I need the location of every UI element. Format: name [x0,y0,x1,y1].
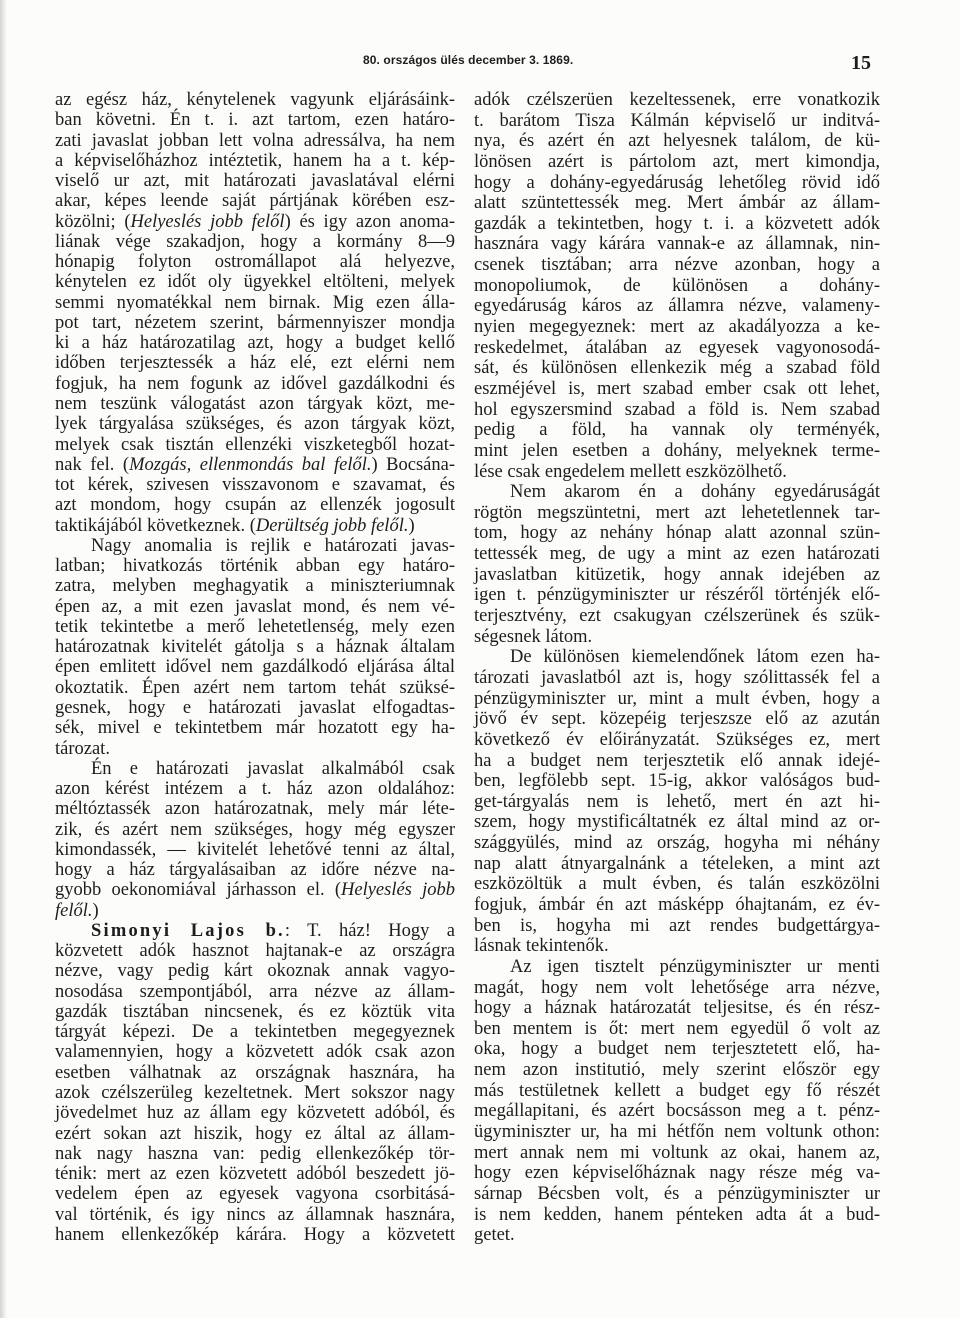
session-title: 80. országos ülés december 3. 1869. [363,53,574,67]
line-text: magát, hogy nem volt lehetősége arra nézve, [474,977,880,998]
paragraph [474,957,880,1246]
text-line [55,597,455,617]
text-line [55,698,455,718]
text-line [55,739,455,759]
text-line [474,1039,880,1060]
line-text: okoztatik. Épen azért nem tartom tehát szüksé- [55,677,455,698]
text-line [55,1164,455,1184]
paragraph [55,90,455,536]
text-line [474,606,880,627]
line-text: fogjuk, ha nem fogunk az idővel gazdálkodni és [55,373,455,394]
text-line [55,475,455,495]
line-text: ben, legfölebb sept. 15-ig, akkor valóságos bud- [474,771,880,792]
text-line [55,901,455,921]
line-text: ségesnek látom. [474,626,593,647]
line-text: megállapitani, és azért bocsásson meg a t. pénz- [474,1101,880,1122]
line-text: eszközöltük a mult évben, és talán eszközölni [474,874,880,895]
line-text: tározat. [55,738,110,759]
text-line [474,1184,880,1205]
paragraph [474,90,880,482]
line-text: sát, és különösen ellenkezik még a szabad föld [474,358,880,379]
text-line [55,455,455,475]
line-text: nosodása szempontjából, arra nézve az állam- [55,981,455,1002]
text-line [474,173,880,194]
text-line [474,503,880,524]
text-line [474,193,880,214]
paragraph [55,536,455,759]
text-line [474,1060,880,1081]
text-line [474,1163,880,1184]
stage-direction: Helyeslés jobb felől [130,211,285,232]
text-line [55,576,455,596]
text-line [474,978,880,999]
line-text: latban; hivatkozás történik abban egy határo- [55,556,455,577]
line-text: hogy a ház tárgyalásaiban az időre nézve na- [55,860,455,881]
text-line [55,1022,455,1042]
line-text: nyien megegyeznek: mert az akadályozza a ke- [474,317,880,338]
text-line [474,131,880,152]
line-text: akar, képes leende saját pártjának körében esz- [55,191,455,212]
text-line [474,689,880,710]
line-text: Az igen tisztelt pénzügyminiszter ur menti [510,956,880,977]
text-line [474,338,880,359]
line-text: : T. ház! Hogy a [284,920,455,941]
text-line [474,1019,880,1040]
line-text: vedelem épen az egyesek vagyona csorbitásá- [55,1184,455,1205]
line-text: más testületnek kellett a budget egy fő részét [474,1080,880,1101]
text-line [55,961,455,981]
line-text: épen az, a mit ezen javaslat mond, és nem vé- [55,596,455,617]
line-text: val történik, és igy nincs az államnak hasznára, [55,1204,455,1225]
line-text: gazdák a tekintetben, hogy t. i. a közvetett adók [474,213,880,234]
text-line [55,941,455,961]
text-line [55,293,455,313]
text-line [474,916,880,937]
text-line [474,565,880,586]
line-text: kénytelen ez időt oly ügyekkel eltölteni, melyek [55,272,455,293]
text-line [55,353,455,373]
text-line [55,232,455,252]
text-line [474,234,880,255]
line-text: hónapig folyton ostromállapot alá helyezve, [55,252,455,273]
text-line [474,1081,880,1102]
line-text: lyek tárgyalása szükséges, és azon tárgyak közt, [55,414,455,435]
line-text: azok czélszerüleg kezeltetnek. Mert sokszor nagy [55,1083,455,1104]
line-text: azt mondom, hogy csupán az ellenzék jogosult [55,495,455,516]
line-text: valamennyien, hogy a közvetett adók csak azon [55,1042,455,1063]
line-text: sék, mivel e tekintetbem már hozatott egy ha- [55,718,455,739]
line-text: liának vége szakadjon, hogy a kormány 8—9 [55,231,455,252]
text-line [474,420,880,441]
line-text: jövedelmet huz az állam egy közvetett adóból, és [55,1103,455,1124]
line-text: a képviselőházhoz intéztetik, hanem ha a t. kép- [55,150,455,171]
text-line [474,523,880,544]
text-line [55,435,455,455]
line-text: zik, és azért nem szükséges, hogy még egyszer [55,819,455,840]
text-line [55,272,455,292]
text-line [474,1225,880,1246]
line-text: mert annak nem mi voltunk az okai, hanem az, [474,1142,880,1163]
text-line [474,709,880,730]
line-text: reskedelmet, átalában az egyesek vagyonosodá- [474,337,880,358]
stage-direction: felől. [55,900,93,921]
line-text: ügyminiszter ur, ha mi hétfőn nem voltunk othon: [474,1122,880,1143]
text-line [55,171,455,191]
text-line [474,771,880,792]
line-text: semmi nyomatékkal nem birnak. Mig ezen álla- [55,292,455,313]
line-text: lönösen azért is pártolom azt, mert kimondja, [474,151,880,172]
line-text: pot tart, nézetem szerint, bármennyiszer mondja [55,312,455,333]
text-line [55,840,455,860]
line-text: ) [92,900,99,921]
text-line [474,668,880,689]
line-text: melyek csak tisztán ellenzéki viszketegből hozat- [55,434,455,455]
text-line [55,131,455,151]
text-line [474,214,880,235]
line-text: következő év előirányzatát. Szükséges ez, mert [474,729,880,750]
stage-direction: Derültség jobb felől. [255,515,409,536]
line-text: hanem ellenkezőkép kárára. Hogy a közvetett [55,1224,455,1245]
text-line [55,536,455,556]
line-text: kimondassék, — kivitelét lehetővé tenni az által, [55,839,455,860]
text-line [55,1205,455,1225]
text-line [55,860,455,880]
text-line [474,1101,880,1122]
text-line [55,1124,455,1144]
text-line [474,441,880,462]
line-text: egyedáruság káros az államra nézve, valameny- [474,296,880,317]
line-text: igen t. pénzügyminiszter ur részéről történjék elő- [474,585,880,606]
line-text: nya, és azért én azt helyesnek találom, de kü- [474,131,880,152]
line-text: rögtön megszüntetni, mert azt lehetetlennek tar- [474,502,880,523]
text-line [474,874,880,895]
text-line [55,1103,455,1123]
line-text: az egész ház, kénytelenek vagyunk eljárásáink- [55,90,455,110]
line-text: nak fel. ( [55,454,130,475]
text-line [55,657,455,677]
text-line [474,379,880,400]
text-line [55,516,455,536]
speaker-name: Simonyi Lajos b. [91,920,285,941]
line-text: Nem akarom én a dohány egyedáruságát [510,482,880,503]
text-line [55,921,455,941]
scan-edge [0,0,7,1318]
text-line [55,212,455,232]
text-line [474,585,880,606]
line-text: jövő év sept. közepéig terjeszsze elő az azután [474,709,880,730]
text-line [474,833,880,854]
text-line [55,495,455,515]
text-line [474,296,880,317]
paragraph [55,921,455,1245]
text-line [55,779,455,799]
line-text: nap alatt átnyargalnánk a tételeken, a mint azt [474,853,880,874]
text-line [55,718,455,738]
line-text: eszméjével is, mert szabad ember csak ott lehet, [474,378,880,399]
text-line [55,982,455,1002]
paragraph [55,759,455,921]
line-text: nem azon institutió, mely szerint először egy [474,1060,880,1081]
line-text: azon kérést intézem a t. ház azon oldalához: [55,779,455,800]
text-line [474,998,880,1019]
line-text: get-tárgyalás nem is lehető, mert én azt hi- [474,791,880,812]
text-line [55,820,455,840]
text-line [474,358,880,379]
line-text: hogy ezen képviselőháznak nagy része még va- [474,1163,880,1184]
line-text: sárnap Bécsben volt, és a pénzügyminiszter ur [474,1183,880,1204]
text-line [55,799,455,819]
line-text: nézve, vagy pedig kárt okoznak annak vagyo- [55,961,455,982]
text-line [474,627,880,648]
line-text: monopoliumok, de különösen a dohány- [474,275,880,296]
text-line [55,678,455,698]
text-line [55,1225,455,1245]
text-line [55,414,455,434]
line-text: hasznára vagy kárára vannak-e az államnak, nin- [474,234,880,255]
line-text: tettessék meg, de ugy a mint az ezen határozati [474,544,880,565]
text-line [474,751,880,772]
line-text: ban követni. Én t. i. azt tartom, ezen határo- [55,110,455,131]
text-line [55,151,455,171]
line-text: zati javaslat jobban lett volna adressálva, ha nem [55,130,455,151]
text-line [474,111,880,132]
line-text: tárgyát képezi. De a tekintetben megegyeznek [55,1022,455,1043]
text-line [474,544,880,565]
text-line [55,191,455,211]
text-line [474,317,880,338]
line-text: gazdák tisztában nincsenek, és ez köztük vita [55,1001,455,1022]
text-line [55,110,455,130]
right-column [474,90,880,1246]
line-text: getet. [474,1225,515,1246]
text-line [55,394,455,414]
line-text: ) Bocsána- [371,454,456,475]
text-line [474,1143,880,1164]
line-text: hol egyszersmind szabad a föld is. Nem szabad [474,399,880,420]
line-text: közölni; ( [55,211,131,232]
line-text: adók czélszerüen kezeltessenek, erre vonatkozik [474,90,880,110]
text-line [474,90,880,111]
text-line [55,1144,455,1164]
line-text: fogjuk, ámbár én azt másképp óhajtanám, ez év- [474,894,880,915]
text-line [55,374,455,394]
line-text: tot kérek, szivesen visszavonom e szavamat, és [55,475,455,496]
line-text: Nagy anomalia is rejlik e határozati javas- [91,535,455,556]
paragraph [474,647,880,957]
text-line [474,1122,880,1143]
line-text: zatra, melyben meghagyatik a miniszteriumnak [55,576,455,597]
text-line [55,637,455,657]
line-text: határozatnak kivitelét gátolja s a háznak általam [55,637,455,658]
line-text: ben is, hogyha mi azt rendes budgettárgya- [474,915,880,936]
line-text: lése csak engedelem mellett eszközölhető. [474,461,787,482]
text-line [55,1002,455,1022]
text-line [474,255,880,276]
text-line [474,647,880,668]
line-text: t. barátom Tisza Kálmán képviselő ur inditvá- [474,110,880,131]
text-line [55,556,455,576]
line-text: Én e határozati javaslat alkalmából csak [91,758,455,779]
text-line [474,1205,880,1226]
line-text: tetik tekintetbe a merő lehetetlenség, mely ezen [55,616,455,637]
line-text: hogy a dohány-egyedáruság lehetőleg rövid idő [474,172,880,193]
text-line [55,759,455,779]
paragraph [474,482,880,647]
text-line [474,854,880,875]
stage-direction: Helyeslés jobb [341,880,456,901]
text-line [474,730,880,751]
text-line [474,957,880,978]
line-text: javaslatban kitüzetik, hogy annak idejében az [474,564,880,585]
line-text: épen emlitett idővel nem gazdálkodó eljárása által [55,657,455,678]
text-line [474,462,880,483]
line-text: terjesztvény, ezt csakugyan czélszerünek és szük- [474,606,880,627]
line-text: nak nagy haszna van: pedig ellenkezőkép tör- [55,1143,455,1164]
text-line [55,252,455,272]
text-line [55,1083,455,1103]
line-text: viselő ur azt, mit határozati javaslatával elérni [55,171,455,192]
line-text: is nem kedden, hanem pénteken adta át a bud- [474,1204,880,1225]
text-line [474,400,880,421]
line-text: szággyülés, mind az ország, hogyha mi néhány [474,833,880,854]
line-text: szem, hogy mystificáltatnék ez által mind az or- [474,812,880,833]
text-line [55,1042,455,1062]
line-text: ténik: mert az ezen közvetett adóból beszedett jö- [55,1164,455,1185]
line-text: gesnek, hogy e határozati javaslat elfogadtas- [55,697,455,718]
line-text: pénzügyminiszter ur, mint a mult évben, hogy a [474,688,880,709]
text-line [55,617,455,637]
text-line [55,90,455,110]
text-line [474,895,880,916]
text-line [55,333,455,353]
page-number: 15 [851,52,871,74]
text-line [474,276,880,297]
line-text: nem teszünk válogatást azon tárgyak közt, me- [55,393,455,414]
line-text: ) és igy azon anoma- [284,211,456,232]
line-text: alatt szüntettessék meg. Mert ámbár az állam- [474,193,880,214]
line-text: ben mentem is őt: mert nem egyedül ő volt az [474,1018,880,1039]
line-text: mint jelen esetben a dohány, melyeknek terme- [474,440,880,461]
text-line [55,1184,455,1204]
text-line [55,313,455,333]
line-text: ezért sokan azt hiszik, hogy ez által az állam- [55,1123,455,1144]
text-line [474,812,880,833]
line-text: tározati javaslatból azt is, hogy szólittassék fel a [474,667,880,688]
line-text: ha a budget nem terjesztetik elő annak idejé- [474,750,880,771]
text-line [474,152,880,173]
line-text: De különösen kiemelendőnek látom ezen ha- [510,647,880,668]
line-text: lásnak tekintenők. [474,936,609,957]
line-text: időben terjesztessék a ház elé, ezt elérni nem [55,353,455,374]
text-line [55,880,455,900]
text-line [474,936,880,957]
line-text: csenek tisztában; arra nézve azonban, hogy a [474,255,880,276]
line-text: méltóztassék azon határozatnak, mely már léte- [55,799,455,820]
line-text: oka, hogy a budget nem terjesztetett elő, ha- [474,1039,880,1060]
line-text: gyobb oekonomiával járhasson el. ( [55,880,341,901]
text-line [55,1063,455,1083]
line-text: ) [408,515,415,536]
left-column [55,90,455,1245]
line-text: tom, hogy az nehány hónap alatt azonnal szün- [474,523,880,544]
stage-direction: Mozgás, ellenmondás bal felől. [129,454,372,475]
line-text: közvetett adók hasznot hajtanak-e az országra [55,941,455,962]
line-text: taktikájából következnek. ( [55,515,256,536]
text-line [474,792,880,813]
line-text: ki a ház határozatilag azt, hogy a budget kellő [55,333,455,354]
line-text: pedig a föld, ha vannak oly terményék, [474,420,880,441]
line-text: esetben válhatnak az országnak hasznára, ha [55,1062,455,1083]
text-line [474,482,880,503]
line-text: hogy a háznak határozatát teljesitse, és én rész- [474,998,880,1019]
